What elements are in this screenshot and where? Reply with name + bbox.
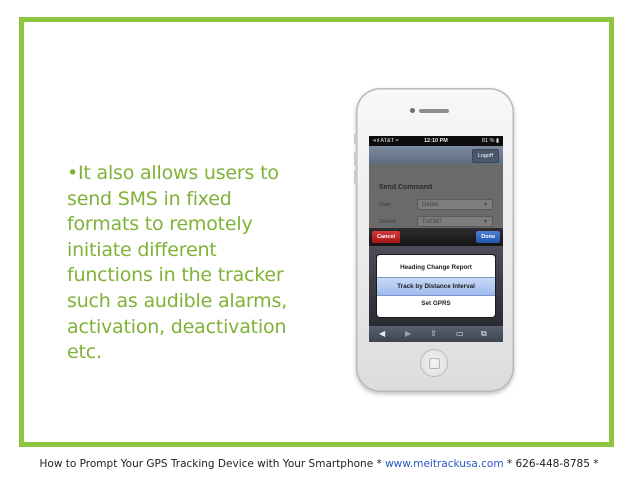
phone-screen [369,136,503,342]
forward-icon[interactable]: ▶ [405,329,412,338]
bullet-text: •It also allows users to send SMS in fixed formats to remotely initiate different functions in the tracker such as audible alarms, activation, deactivation etc. [67,162,288,364]
home-button[interactable] [420,349,448,377]
user-label: User [379,202,391,208]
footer [0,458,638,470]
device-select[interactable] [417,216,493,227]
volume-up-button [354,152,357,166]
footer-prefix: How to Prompt Your GPS Tracking Device with Your Smartphone * [39,458,386,470]
logoff-button[interactable]: Logoff [472,149,499,163]
picker-wheel[interactable] [377,255,495,317]
website-link[interactable]: www.meitrackusa.com [385,458,504,470]
picker-toolbar [369,228,503,246]
form-title: Send Command [379,184,433,191]
clock: 12:10 PM [424,138,448,144]
nav-bar [369,146,503,164]
mute-switch [354,134,357,144]
tabs-icon[interactable]: ⧉ [481,329,487,338]
cancel-button[interactable]: Cancel [372,231,400,243]
bookmarks-icon[interactable]: ▭ [456,329,464,338]
browser-toolbar [369,326,503,342]
done-button[interactable]: Done [476,231,500,243]
earpiece [419,109,449,113]
share-icon[interactable]: ⇪ [430,329,437,338]
picker-option[interactable]: Set GPRS [421,300,451,307]
home-square-icon [429,358,440,369]
back-icon[interactable]: ◀ [379,329,386,338]
volume-down-button [354,170,357,184]
status-bar [369,136,503,146]
command-picker [369,246,503,326]
carrier-label: •ııl AT&T ≈ [373,138,399,144]
battery-indicator: 81 % ▮ [481,138,499,144]
picker-option-selected[interactable]: Track by Distance Interval [377,277,495,296]
send-command-form [369,164,503,228]
user-select[interactable] [417,199,493,210]
front-camera [410,108,415,113]
chevron-down-icon: ▼ [483,202,488,208]
smartphone [356,88,514,392]
device-select-value: Tu0387 [422,219,443,225]
device-label: Device [379,219,396,225]
footer-suffix: * 626-448-8785 * [503,458,599,470]
user-select-value: Demo [422,202,439,208]
chevron-down-icon: ▼ [483,219,488,225]
picker-option[interactable]: Heading Change Report [400,264,472,271]
